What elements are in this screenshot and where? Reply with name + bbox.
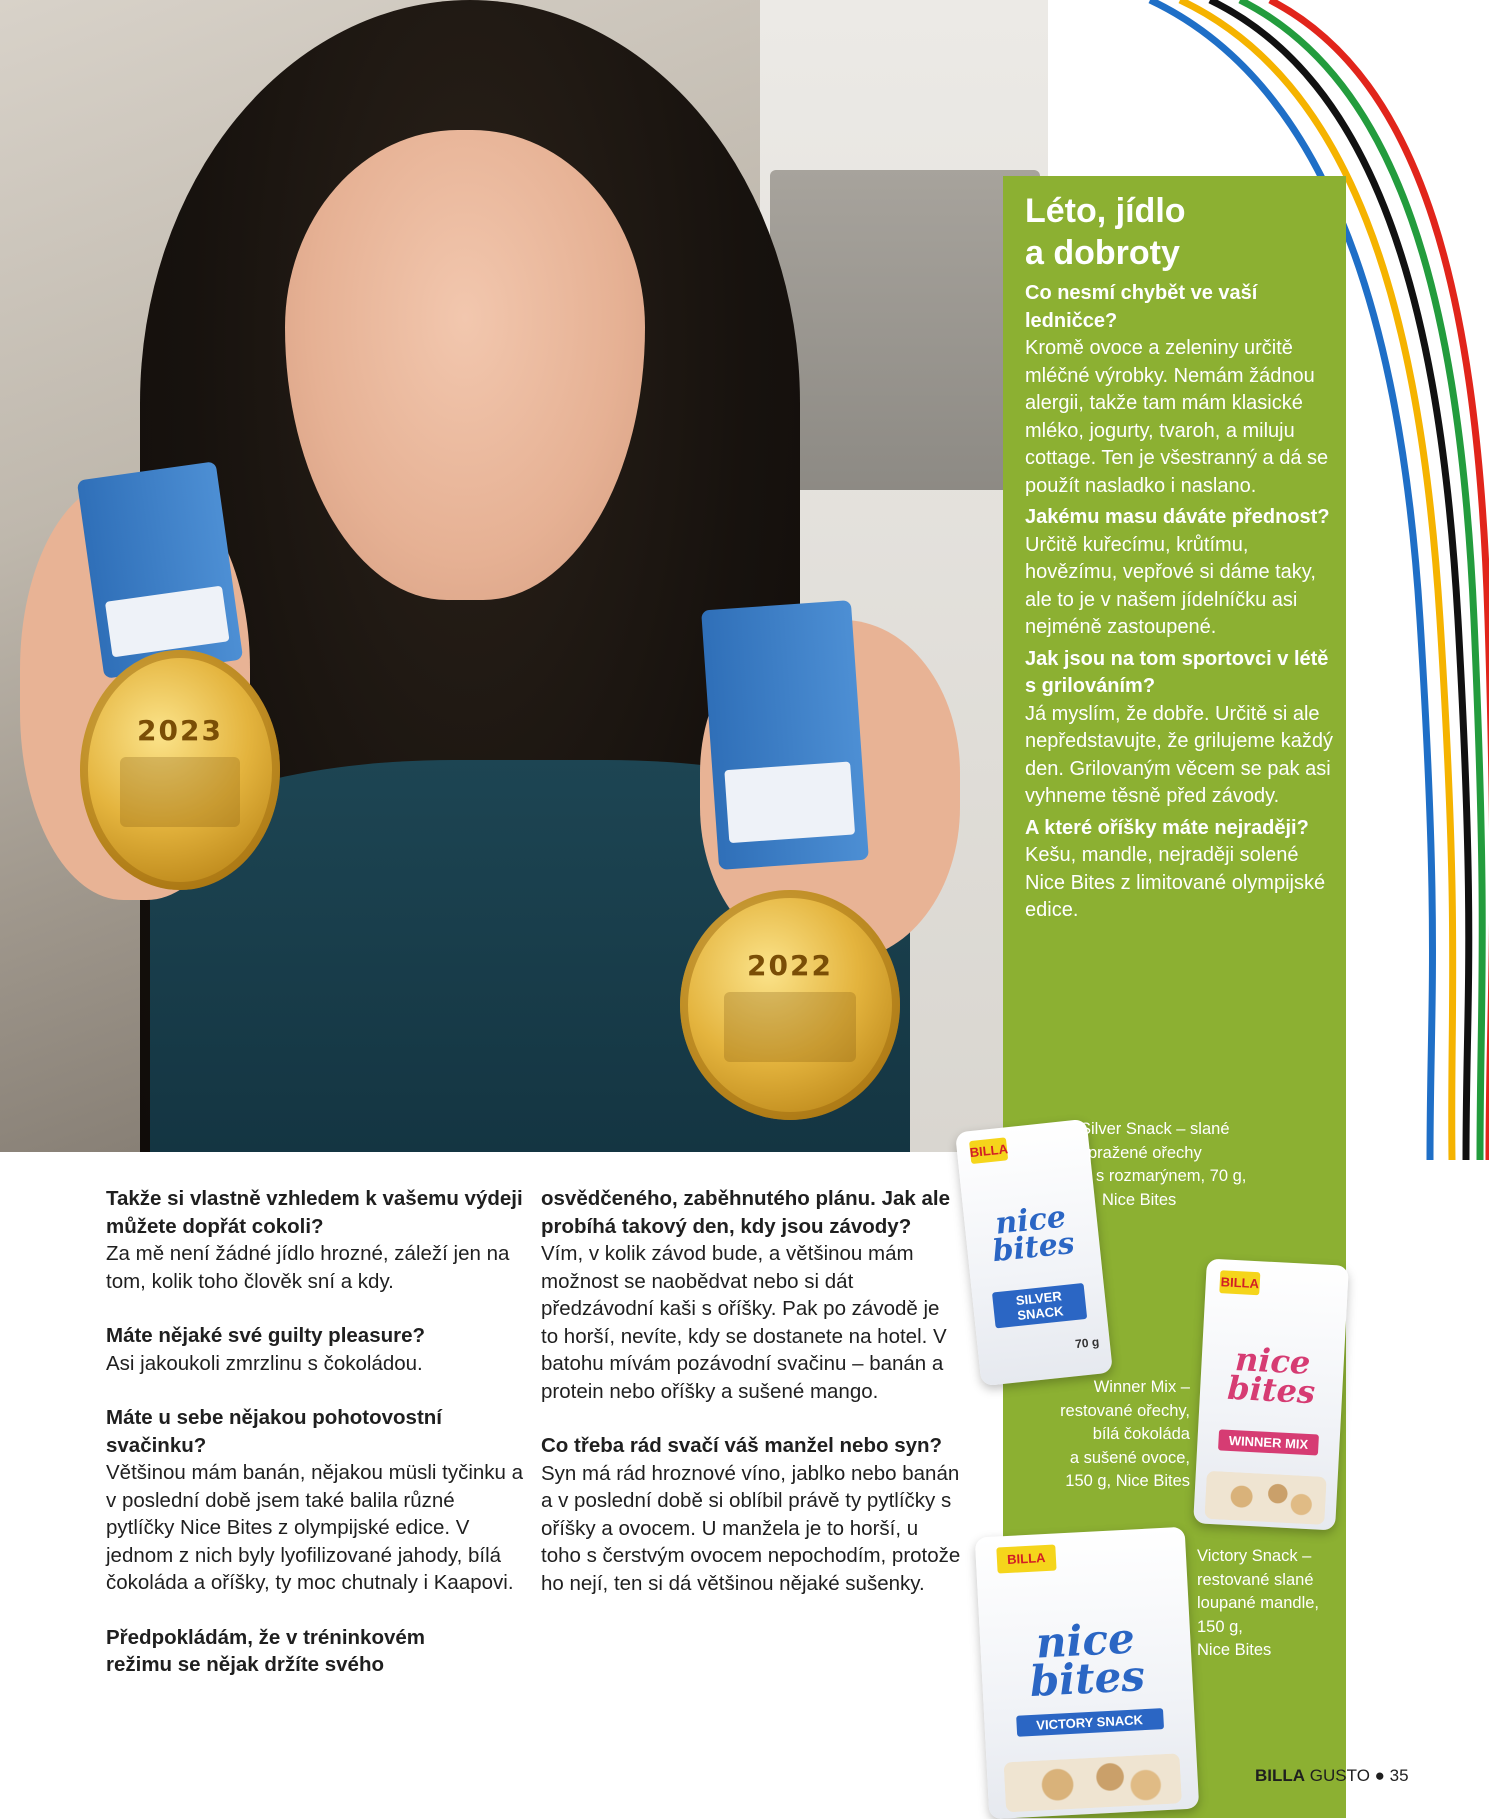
footer-bullet: ● [1374, 1766, 1385, 1785]
nuts-image [1205, 1471, 1327, 1525]
interview-question: Co třeba rád svačí váš manžel nebo syn? [541, 1434, 943, 1457]
sidebar-answer: Já myslím, že dobře. Určitě si ale nepředstavujte, že grilujeme každý den. Grilovaným věcem se pak asi vyhneme těsně před závody. [1025, 702, 1333, 807]
footer-brand: BILLA [1255, 1766, 1306, 1785]
interview-answer: Vím, v kolik závod bude, a většinou mám možnost se naobědvat nebo si dát předzávodní kaši s oříšky. Pak po závodě je to horší, nevíte, kdy se dostanete na hotel. V batohu mívám pozávodní svačinu – banán a protein nebo oříšky a sušené mango. [541, 1242, 947, 1403]
sidebar-text [1025, 190, 1337, 929]
interview-answer: Za mě není žádné jídlo hrozné, záleží jen na tom, kolik toho člověk sní a kdy. [106, 1242, 510, 1293]
product-victory-snack [975, 1527, 1199, 1819]
sidebar-question: Jak jsou na tom sportovci v létě s grilováním? [1025, 647, 1329, 697]
billa-logo: BILLA [1219, 1270, 1260, 1296]
interview-question: Předpokládám, že v tréninkovém režimu se nějak držíte svého [106, 1625, 426, 1676]
article-column-2 [541, 1185, 961, 1597]
page-number: 35 [1389, 1766, 1409, 1785]
gold-medal-left [80, 650, 280, 890]
athlete-face [285, 130, 645, 600]
interview-answer: Asi jakoukoli zmrzlinu s čokoládou. [106, 1351, 423, 1375]
medal-ribbon-left [77, 461, 243, 679]
product-variant: VICTORY SNACK [1016, 1709, 1164, 1738]
hero-photo [0, 0, 1048, 1152]
background-shelf [770, 170, 1040, 490]
medal-year-left: 2023 [137, 713, 223, 747]
nice-bites-logo: nice bites [1226, 1339, 1317, 1411]
medal-ribbon-right [701, 600, 869, 870]
sidebar-question: Co nesmí chybět ve vaší ledničce? [1025, 282, 1258, 332]
billa-logo: BILLA [969, 1137, 1008, 1164]
sidebar-answer: Kromě ovoce a zeleniny určitě mléčné výrobky. Nemám žádnou alergii, takže tam mám klasické mléko, jogurty, tvaroh, a miluju cottage. Ten je všestranný a dá se použít nasladko i naslano. [1025, 337, 1329, 497]
page-footer [1255, 1766, 1409, 1786]
interview-question: osvědčeného, zaběhnutého plánu. Jak ale probíhá takový den, kdy jsou závody? [541, 1187, 950, 1238]
product-variant: WINNER MIX [1218, 1429, 1318, 1455]
billa-logo: BILLA [996, 1545, 1056, 1573]
medal-year-right: 2022 [747, 948, 833, 982]
sidebar-question: A které oříšky máte nejraději? [1025, 816, 1309, 839]
nice-bites-logo: nice bites [990, 1199, 1077, 1269]
article-column-1 [106, 1185, 526, 1679]
sidebar-answer: Kešu, mandle, nejraději solené Nice Bites z limitované olympijské edice. [1025, 844, 1326, 921]
nuts-image [1003, 1753, 1182, 1813]
nice-bites-logo: nice bites [1028, 1613, 1147, 1707]
interview-question: Máte u sebe nějakou pohotovostní svačinku? [106, 1406, 443, 1457]
sidebar-title: Léto, jídlo a dobroty [1025, 192, 1186, 272]
footer-section: GUSTO [1309, 1766, 1370, 1785]
product-caption-victory-snack: Victory Snack – restované slané loupané mandle, 150 g, Nice Bites [1197, 1547, 1320, 1659]
sidebar-answer: Určitě kuřecímu, krůtímu, hovězímu, vepřové si dáme taky, ale to je v našem jídelníčku asi nejméně zastoupené. [1025, 533, 1316, 638]
product-caption-winner-mix: Winner Mix – restované ořechy, bílá čokoláda a sušené ovoce, 150 g, Nice Bites [1060, 1378, 1190, 1490]
interview-question: Takže si vlastně vzhledem k vašemu výdeji můžete dopřát cokoli? [106, 1187, 523, 1238]
interview-answer: Většinou mám banán, nějakou müsli tyčinku a v poslední době jsem také balila různé pytlíčky Nice Bites z olympijské edice. V jednom z nich byly lyofilizované jahody, bílá čokoláda a oříšky, ty moc chutnaly i Kaapovi. [106, 1461, 524, 1594]
product-winner-mix [1193, 1258, 1349, 1530]
interview-question: Máte nějaké své guilty pleasure? [106, 1324, 426, 1347]
sidebar-question: Jakému masu dáváte přednost? [1025, 506, 1330, 528]
product-variant: SILVER SNACK [992, 1283, 1088, 1328]
product-weight: 70 g [1074, 1334, 1100, 1351]
gold-medal-right [680, 890, 900, 1120]
product-caption-silver-snack: Silver Snack – slané pražené ořechy s rozmarýnem, 70 g, Nice Bites [1080, 1120, 1247, 1209]
interview-answer: Syn má rád hroznové víno, jablko nebo banán a v poslední době si oblíbil právě ty pytlíčky s oříšky a ovocem. U manžela je to horší, u toho s čerstvým ovocem nepochodím, protože ho nejí, ten si dá většinou nějaké sušenky. [541, 1461, 961, 1595]
